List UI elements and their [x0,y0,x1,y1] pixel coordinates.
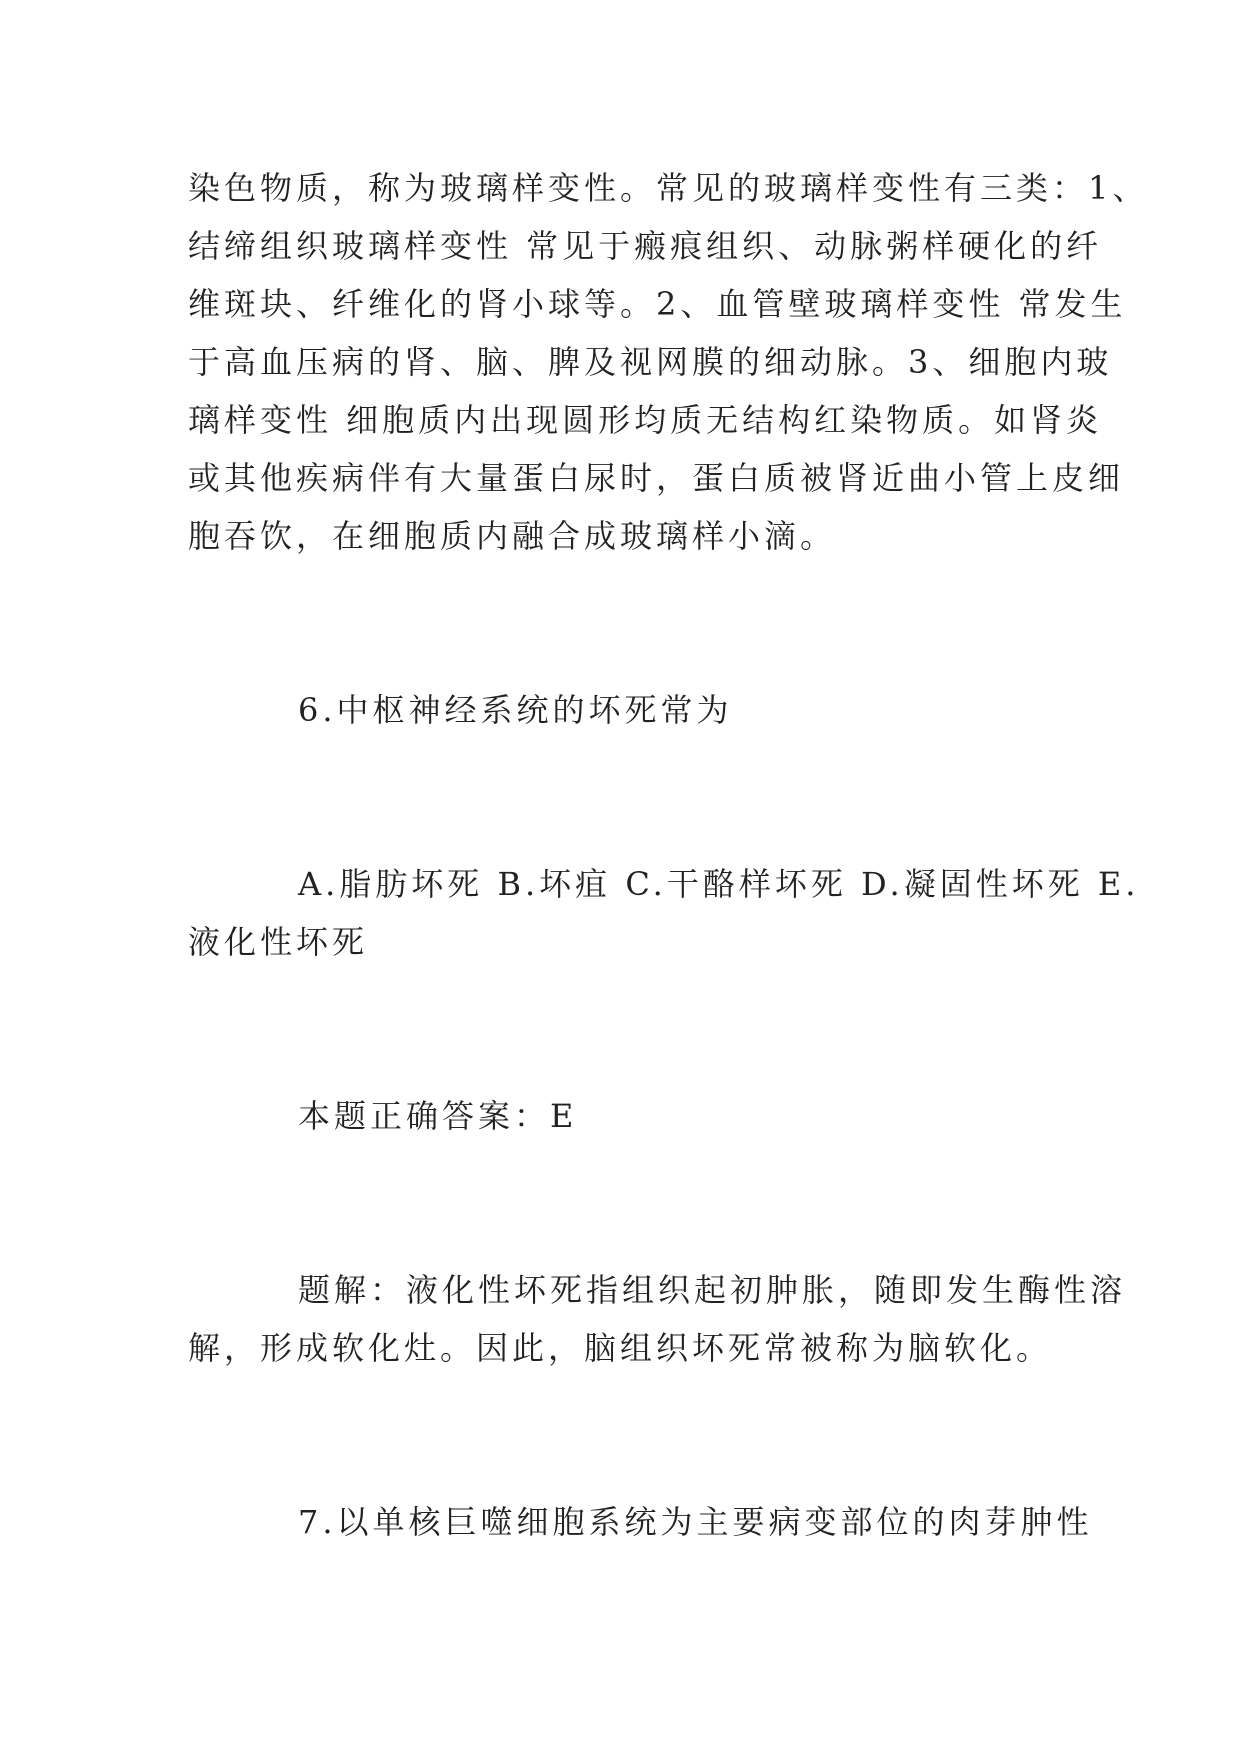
question-6-answer: 本题正确答案：E [298,1097,578,1135]
question-6-explanation-continued: 解，形成软化灶。因此，脑组织坏死常被称为脑软化。 [188,1329,1053,1367]
question-6-options-continued: 液化性坏死 [188,923,369,961]
paragraph-line: 或其他疾病伴有大量蛋白尿时，蛋白质被肾近曲小管上皮细 [188,459,1125,497]
question-6-stem: 6.中枢神经系统的坏死常为 [298,691,733,729]
paragraph-line: 结缔组织玻璃样变性 常见于瘢痕组织、动脉粥样硬化的纤 [188,227,1103,265]
paragraph-line: 染色物质，称为玻璃样变性。常见的玻璃样变性有三类：1、 [188,169,1149,207]
paragraph-line: 胞吞饮，在细胞质内融合成玻璃样小滴。 [188,517,837,555]
question-6-explanation: 题解：液化性坏死指组织起初肿胀，随即发生酶性溶 [298,1271,1127,1309]
paragraph-line: 璃样变性 细胞质内出现圆形均质无结构红染物质。如肾炎 [188,401,1103,439]
question-6-options: A.脂肪坏死 B.坏疽 C.干酪样坏死 D.凝固性坏死 E. [298,865,1140,903]
paragraph-line: 于高血压病的肾、脑、脾及视网膜的细动脉。3、细胞内玻 [188,343,1113,381]
question-7-stem: 7.以单核巨噬细胞系统为主要病变部位的肉芽肿性 [298,1503,1093,1541]
paragraph-line: 维斑块、纤维化的肾小球等。2、血管壁玻璃样变性 常发生 [188,285,1127,323]
